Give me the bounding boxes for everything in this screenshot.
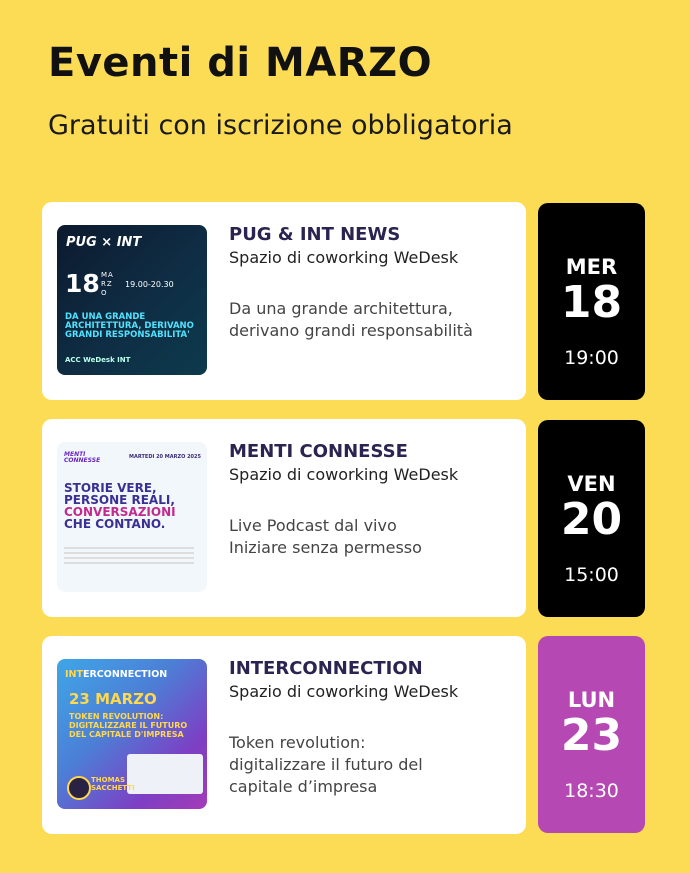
event-location: Spazio di coworking WeDesk — [229, 682, 459, 701]
poster-date: 23 MARZO — [69, 690, 157, 708]
poster-headline: DA UNA GRANDE ARCHITETTURA, DERIVANO GRANDI RESPONSABILITA' — [65, 312, 194, 340]
poster-footer-logos: ACC WeDesk INT — [65, 356, 131, 364]
event-location: Spazio di coworking WeDesk — [229, 465, 459, 484]
day-number: 18 — [560, 277, 623, 328]
poster-date: MARTEDI 20 MARZO 2025 — [129, 454, 201, 460]
poster-headline: STORIE VERE, PERSONE REALI, CONVERSAZIONI CHE CONTANO. — [64, 481, 176, 531]
event-poster-image — [57, 442, 207, 592]
poster-logo: MENTI CONNESSE — [64, 451, 101, 464]
speaker-avatar — [67, 776, 91, 800]
poster-fine-print — [64, 547, 194, 567]
event-title: PUG & INT NEWS — [229, 224, 401, 245]
poster-logo: PUG × INT — [66, 235, 142, 250]
poster-screenshot — [127, 754, 203, 794]
event-card-menti-connesse[interactable] — [42, 419, 526, 617]
event-poster-image — [57, 659, 207, 809]
event-description: Live Podcast dal vivo Iniziare senza permesso — [229, 516, 422, 557]
page-subtitle: Gratuiti con iscrizione obbligatoria — [48, 110, 513, 141]
poster-month: MARZO — [101, 271, 114, 297]
day-number: 20 — [560, 494, 623, 545]
page-title: Eventi di MARZO — [48, 40, 433, 86]
weekday-label: VEN — [567, 472, 616, 496]
event-date-badge — [538, 636, 645, 833]
poster-brand: INTERCONNECTION — [65, 669, 168, 680]
event-time: 19:00 — [564, 347, 619, 369]
event-location: Spazio di coworking WeDesk — [229, 248, 459, 267]
event-title: MENTI CONNESSE — [229, 441, 408, 462]
event-date-badge — [538, 420, 645, 617]
event-date-badge — [538, 203, 645, 400]
day-number: 23 — [560, 710, 623, 761]
poster-headline: TOKEN REVOLUTION: DIGITALIZZARE IL FUTURO DEL CAPITALE D'IMPRESA — [69, 712, 188, 739]
weekday-label: LUN — [567, 688, 616, 712]
speaker-name: THOMAS SACCHETTI — [91, 776, 135, 792]
event-card-interconnection[interactable] — [42, 636, 526, 834]
event-time: 15:00 — [564, 564, 619, 586]
event-poster-image — [57, 225, 207, 375]
event-title: INTERCONNECTION — [229, 658, 423, 679]
event-card-pug-int-news[interactable] — [42, 202, 526, 400]
event-time: 18:30 — [564, 780, 619, 802]
weekday-label: MER — [565, 255, 618, 279]
event-description: Da una grande architettura, derivano grandi responsabilità — [229, 299, 473, 340]
poster-day: 18 — [65, 269, 100, 298]
poster-hours: 19.00-20.30 — [125, 280, 174, 289]
event-description: Token revolution: digitalizzare il futuro del capitale d’impresa — [229, 733, 423, 796]
